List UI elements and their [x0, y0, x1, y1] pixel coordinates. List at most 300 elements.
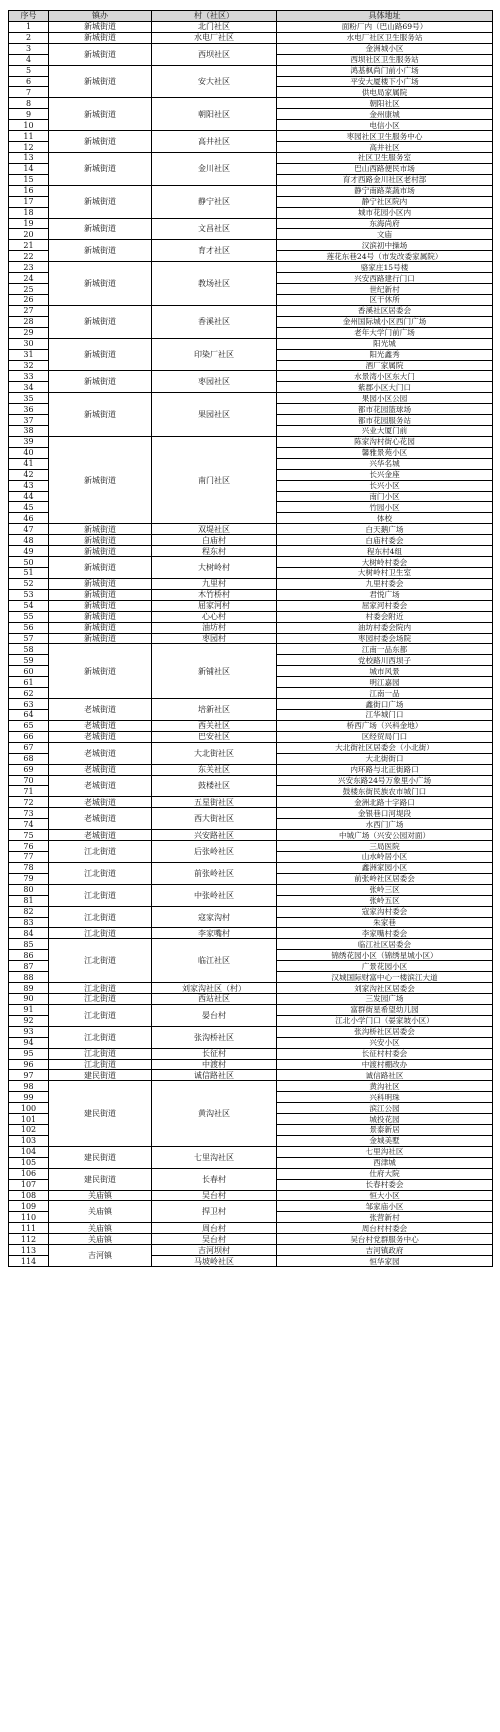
- cell-address: 明江嘉园: [277, 677, 493, 688]
- cell-village: 果园社区: [152, 393, 277, 437]
- cell-serial: 109: [9, 1201, 49, 1212]
- cell-address: 枣园村委会场院: [277, 633, 493, 644]
- table-row: [9, 1201, 493, 1212]
- cell-serial: 34: [9, 382, 49, 393]
- cell-serial: 28: [9, 316, 49, 327]
- cell-address: 南门小区: [277, 491, 493, 502]
- cell-town: 江北街道: [49, 1026, 152, 1048]
- cell-village: 西关社区: [152, 720, 277, 731]
- polling-site-table: [8, 10, 493, 1267]
- cell-address: 城投花园: [277, 1114, 493, 1125]
- cell-address: 江北小学门口（晏家坡小区）: [277, 1015, 493, 1026]
- cell-village: 文昌社区: [152, 218, 277, 240]
- cell-village: 前张岭社区: [152, 862, 277, 884]
- cell-village: 屈家河村: [152, 600, 277, 611]
- cell-serial: 33: [9, 371, 49, 382]
- cell-address: 老年大学门前广场: [277, 327, 493, 338]
- cell-village: 培新社区: [152, 699, 277, 721]
- table-row: [9, 699, 493, 710]
- table-row: [9, 731, 493, 742]
- cell-serial: 48: [9, 535, 49, 546]
- cell-address: 汉滨初中操场: [277, 240, 493, 251]
- cell-village: 晏台村: [152, 1004, 277, 1026]
- cell-serial: 72: [9, 797, 49, 808]
- cell-serial: 53: [9, 589, 49, 600]
- cell-address: 电信小区: [277, 120, 493, 131]
- cell-town: 关庙镇: [49, 1190, 152, 1201]
- cell-address: 大北街街口: [277, 753, 493, 764]
- cell-address: 寇家沟村委会: [277, 906, 493, 917]
- cell-town: 江北街道: [49, 939, 152, 983]
- cell-serial: 30: [9, 338, 49, 349]
- cell-serial: 22: [9, 251, 49, 262]
- cell-serial: 26: [9, 294, 49, 305]
- cell-serial: 61: [9, 677, 49, 688]
- cell-serial: 25: [9, 284, 49, 295]
- cell-serial: 4: [9, 54, 49, 65]
- cell-village: 大树岭村: [152, 557, 277, 579]
- cell-serial: 62: [9, 688, 49, 699]
- cell-town: 新城街道: [49, 524, 152, 535]
- cell-address: 陈家沟村街心花园: [277, 436, 493, 447]
- cell-town: 新城街道: [49, 152, 152, 185]
- cell-village: 西坝社区: [152, 43, 277, 65]
- table-row: [9, 338, 493, 349]
- cell-town: 吉河镇: [49, 1245, 152, 1267]
- table-row: [9, 305, 493, 316]
- cell-serial: 86: [9, 950, 49, 961]
- cell-village: 长春村: [152, 1168, 277, 1190]
- table-row: [9, 240, 493, 251]
- cell-address: 山水岭居小区: [277, 851, 493, 862]
- cell-village: 白庙村: [152, 535, 277, 546]
- cell-serial: 17: [9, 196, 49, 207]
- cell-town: 江北街道: [49, 841, 152, 863]
- cell-address: 平安大厦楼下小广场: [277, 76, 493, 87]
- cell-address: 白天鹅广场: [277, 524, 493, 535]
- cell-town: 新城街道: [49, 185, 152, 218]
- cell-town: 老城街道: [49, 720, 152, 731]
- cell-address: 鼓楼东街民族农市城门口: [277, 786, 493, 797]
- cell-village: 香溪社区: [152, 305, 277, 338]
- cell-address: 前张岭社区居委会: [277, 873, 493, 884]
- cell-address: 广景花园小区: [277, 961, 493, 972]
- cell-village: 朝阳社区: [152, 98, 277, 131]
- cell-village: 吴台村: [152, 1190, 277, 1201]
- cell-serial: 6: [9, 76, 49, 87]
- cell-village: 新铺社区: [152, 644, 277, 699]
- cell-town: 新城街道: [49, 371, 152, 393]
- cell-address: 馨雅景苑小区: [277, 447, 493, 458]
- cell-address: 君悦广场: [277, 589, 493, 600]
- cell-serial: 57: [9, 633, 49, 644]
- cell-address: 程东村4组: [277, 546, 493, 557]
- cell-town: 新城街道: [49, 262, 152, 306]
- cell-address: 金州国际城小区西门广场: [277, 316, 493, 327]
- cell-serial: 73: [9, 808, 49, 819]
- cell-serial: 21: [9, 240, 49, 251]
- cell-serial: 92: [9, 1015, 49, 1026]
- table-row: [9, 1081, 493, 1092]
- cell-address: 世纪新村: [277, 284, 493, 295]
- cell-serial: 68: [9, 753, 49, 764]
- cell-town: 新城街道: [49, 578, 152, 589]
- cell-serial: 51: [9, 568, 49, 579]
- cell-town: 江北街道: [49, 862, 152, 884]
- cell-address: 江南一品: [277, 688, 493, 699]
- cell-village: 七里沟社区: [152, 1146, 277, 1168]
- cell-address: 吉河镇政府: [277, 1245, 493, 1256]
- cell-serial: 16: [9, 185, 49, 196]
- cell-address: 西坝社区卫生服务站: [277, 54, 493, 65]
- cell-serial: 3: [9, 43, 49, 54]
- cell-address: 中城广场（兴安公园对面）: [277, 830, 493, 841]
- cell-town: 新城街道: [49, 557, 152, 579]
- cell-town: 新城街道: [49, 600, 152, 611]
- cell-town: 新城街道: [49, 305, 152, 338]
- cell-address: 大树岭村卫生室: [277, 568, 493, 579]
- cell-town: 老城街道: [49, 775, 152, 797]
- cell-serial: 64: [9, 710, 49, 721]
- cell-address: 社区卫生服务室: [277, 152, 493, 163]
- cell-serial: 112: [9, 1234, 49, 1245]
- cell-address: 高井社区: [277, 142, 493, 153]
- cell-village: 李家嘴村: [152, 928, 277, 939]
- table-row: [9, 1223, 493, 1234]
- cell-town: 新城街道: [49, 436, 152, 523]
- cell-serial: 71: [9, 786, 49, 797]
- cell-village: 吴台村: [152, 1234, 277, 1245]
- cell-address: 长兴小区: [277, 480, 493, 491]
- cell-serial: 74: [9, 819, 49, 830]
- cell-address: 水景湾小区东大门: [277, 371, 493, 382]
- cell-serial: 111: [9, 1223, 49, 1234]
- cell-serial: 15: [9, 174, 49, 185]
- cell-town: 江北街道: [49, 1048, 152, 1059]
- cell-town: 老城街道: [49, 797, 152, 808]
- table-row: [9, 32, 493, 43]
- cell-address: 大树岭村委会: [277, 557, 493, 568]
- cell-address: 长征村村委会: [277, 1048, 493, 1059]
- cell-village: 巴安社区: [152, 731, 277, 742]
- cell-address: 七里沟社区: [277, 1146, 493, 1157]
- cell-serial: 54: [9, 600, 49, 611]
- cell-town: 新城街道: [49, 32, 152, 43]
- cell-serial: 98: [9, 1081, 49, 1092]
- cell-serial: 41: [9, 458, 49, 469]
- cell-town: 新城街道: [49, 611, 152, 622]
- cell-town: 新城街道: [49, 546, 152, 557]
- table-row: [9, 371, 493, 382]
- cell-address: 西津城: [277, 1157, 493, 1168]
- table-row: [9, 1146, 493, 1157]
- cell-address: 鑫洲家园小区: [277, 862, 493, 873]
- cell-serial: 80: [9, 884, 49, 895]
- table-row: [9, 21, 493, 32]
- table-row: [9, 939, 493, 950]
- table-row: [9, 1245, 493, 1256]
- cell-village: 临江社区: [152, 939, 277, 983]
- cell-address: 张营新村: [277, 1212, 493, 1223]
- cell-address: 三局医院: [277, 841, 493, 852]
- cell-address: 鸿基枫尚门前小广场: [277, 65, 493, 76]
- cell-village: 周台村: [152, 1223, 277, 1234]
- cell-serial: 11: [9, 131, 49, 142]
- cell-serial: 94: [9, 1037, 49, 1048]
- table-row: [9, 775, 493, 786]
- cell-address: 区经贸局门口: [277, 731, 493, 742]
- cell-town: 新城街道: [49, 218, 152, 240]
- cell-serial: 83: [9, 917, 49, 928]
- cell-town: 建民街道: [49, 1081, 152, 1147]
- cell-village: 金川社区: [152, 152, 277, 185]
- cell-address: 张岭五区: [277, 895, 493, 906]
- cell-village: 静宁社区: [152, 185, 277, 218]
- cell-village: 木竹桥村: [152, 589, 277, 600]
- cell-address: 屈家河村委会: [277, 600, 493, 611]
- cell-serial: 66: [9, 731, 49, 742]
- cell-village: 九里村: [152, 578, 277, 589]
- cell-serial: 32: [9, 360, 49, 371]
- cell-address: 都市花园篮球场: [277, 404, 493, 415]
- cell-town: 江北街道: [49, 1004, 152, 1026]
- cell-village: 中渡村: [152, 1059, 277, 1070]
- cell-address: 临江社区居委会: [277, 939, 493, 950]
- cell-address: 恒大小区: [277, 1190, 493, 1201]
- cell-serial: 85: [9, 939, 49, 950]
- cell-address: 金州康城: [277, 109, 493, 120]
- cell-serial: 55: [9, 611, 49, 622]
- cell-serial: 87: [9, 961, 49, 972]
- cell-address: 金洲城小区: [277, 43, 493, 54]
- cell-village: 程东村: [152, 546, 277, 557]
- table-row: [9, 1059, 493, 1070]
- cell-serial: 99: [9, 1092, 49, 1103]
- cell-serial: 9: [9, 109, 49, 120]
- cell-address: 静宁社区院内: [277, 196, 493, 207]
- cell-address: 内环路与北正街路口: [277, 764, 493, 775]
- cell-address: 汉城国际财富中心一楼滨江大道: [277, 972, 493, 983]
- cell-serial: 45: [9, 502, 49, 513]
- cell-village: 长征村: [152, 1048, 277, 1059]
- cell-address: 朝阳社区: [277, 98, 493, 109]
- cell-serial: 59: [9, 655, 49, 666]
- cell-village: 育才社区: [152, 240, 277, 262]
- table-row: [9, 633, 493, 644]
- cell-town: 关庙镇: [49, 1223, 152, 1234]
- cell-serial: 69: [9, 764, 49, 775]
- cell-address: 兴安东路24号万象里小广场: [277, 775, 493, 786]
- table-row: [9, 993, 493, 1004]
- cell-town: 新城街道: [49, 131, 152, 153]
- cell-serial: 96: [9, 1059, 49, 1070]
- cell-town: 新城街道: [49, 98, 152, 131]
- cell-town: 老城街道: [49, 764, 152, 775]
- cell-address: 果园小区公园: [277, 393, 493, 404]
- cell-village: 东关社区: [152, 764, 277, 775]
- cell-town: 新城街道: [49, 393, 152, 437]
- cell-serial: 63: [9, 699, 49, 710]
- cell-serial: 58: [9, 644, 49, 655]
- cell-serial: 67: [9, 742, 49, 753]
- table-row: [9, 98, 493, 109]
- cell-address: 张沟桥社区居委会: [277, 1026, 493, 1037]
- cell-serial: 100: [9, 1103, 49, 1114]
- cell-village: 西站社区: [152, 993, 277, 1004]
- cell-address: 恒华家园: [277, 1256, 493, 1267]
- cell-serial: 76: [9, 841, 49, 852]
- cell-address: 兴科明珠: [277, 1092, 493, 1103]
- table-row: [9, 928, 493, 939]
- cell-address: 酒厂家属院: [277, 360, 493, 371]
- cell-address: 江南一品东都: [277, 644, 493, 655]
- cell-address: 金城美墅: [277, 1135, 493, 1146]
- cell-town: 建民街道: [49, 1070, 152, 1081]
- cell-address: 兴安小区: [277, 1037, 493, 1048]
- cell-village: 五星街社区: [152, 797, 277, 808]
- cell-village: 诚信路社区: [152, 1070, 277, 1081]
- cell-village: 双堤社区: [152, 524, 277, 535]
- cell-village: 高井社区: [152, 131, 277, 153]
- cell-town: 老城街道: [49, 731, 152, 742]
- cell-town: 江北街道: [49, 884, 152, 906]
- cell-serial: 1: [9, 21, 49, 32]
- table-row: [9, 218, 493, 229]
- table-body: [9, 21, 493, 1266]
- cell-address: 文庙: [277, 229, 493, 240]
- table-row: [9, 393, 493, 404]
- cell-serial: 46: [9, 513, 49, 524]
- cell-town: 老城街道: [49, 742, 152, 764]
- cell-town: 江北街道: [49, 928, 152, 939]
- cell-serial: 39: [9, 436, 49, 447]
- table-row: [9, 622, 493, 633]
- cell-serial: 60: [9, 666, 49, 677]
- cell-village: 枣园社区: [152, 371, 277, 393]
- cell-serial: 79: [9, 873, 49, 884]
- cell-address: 锦绣花园小区（锦绣星城小区）: [277, 950, 493, 961]
- cell-town: 江北街道: [49, 993, 152, 1004]
- cell-village: 水电厂社区: [152, 32, 277, 43]
- cell-address: 静宁南路菜蔬市场: [277, 185, 493, 196]
- cell-town: 关庙镇: [49, 1234, 152, 1245]
- cell-address: 水电厂社区卫生服务站: [277, 32, 493, 43]
- header-row: [9, 11, 493, 22]
- cell-serial: 12: [9, 142, 49, 153]
- cell-town: 江北街道: [49, 1059, 152, 1070]
- cell-address: 金银巷口河堤段: [277, 808, 493, 819]
- cell-serial: 49: [9, 546, 49, 557]
- cell-address: 仕府大院: [277, 1168, 493, 1179]
- cell-village: 西大街社区: [152, 808, 277, 830]
- cell-address: 三发园广场: [277, 993, 493, 1004]
- cell-serial: 8: [9, 98, 49, 109]
- table-row: [9, 906, 493, 917]
- cell-serial: 14: [9, 163, 49, 174]
- cell-serial: 47: [9, 524, 49, 535]
- table-row: [9, 644, 493, 655]
- cell-address: 区干休所: [277, 294, 493, 305]
- cell-address: 鑫街口广场: [277, 699, 493, 710]
- cell-serial: 101: [9, 1114, 49, 1125]
- cell-serial: 88: [9, 972, 49, 983]
- cell-serial: 5: [9, 65, 49, 76]
- cell-town: 新城街道: [49, 622, 152, 633]
- cell-address: 朱家巷: [277, 917, 493, 928]
- cell-address: 水西门广场: [277, 819, 493, 830]
- table-row: [9, 152, 493, 163]
- cell-serial: 106: [9, 1168, 49, 1179]
- cell-serial: 107: [9, 1179, 49, 1190]
- cell-serial: 35: [9, 393, 49, 404]
- cell-village: 鼓楼社区: [152, 775, 277, 797]
- cell-village: 马坡岭社区: [152, 1256, 277, 1267]
- cell-address: 金洲北路十字路口: [277, 797, 493, 808]
- cell-town: 新城街道: [49, 21, 152, 32]
- cell-village: 寇家沟村: [152, 906, 277, 928]
- cell-address: 体校: [277, 513, 493, 524]
- cell-serial: 31: [9, 349, 49, 360]
- cell-serial: 23: [9, 262, 49, 273]
- cell-serial: 50: [9, 557, 49, 568]
- cell-address: 黄沟社区: [277, 1081, 493, 1092]
- cell-address: 吴台村党群服务中心: [277, 1234, 493, 1245]
- cell-serial: 40: [9, 447, 49, 458]
- table-row: [9, 185, 493, 196]
- table-row: [9, 1234, 493, 1245]
- cell-serial: 7: [9, 87, 49, 98]
- cell-serial: 43: [9, 480, 49, 491]
- table-row: [9, 546, 493, 557]
- cell-address: 东海尚府: [277, 218, 493, 229]
- cell-serial: 110: [9, 1212, 49, 1223]
- cell-serial: 103: [9, 1135, 49, 1146]
- cell-village: 吉河坝村: [152, 1245, 277, 1256]
- header-serial: 序号: [9, 11, 49, 22]
- cell-address: 景泰新居: [277, 1125, 493, 1136]
- cell-address: 紫郡小区大门口: [277, 382, 493, 393]
- cell-address: 周台村村委会: [277, 1223, 493, 1234]
- cell-serial: 10: [9, 120, 49, 131]
- cell-serial: 42: [9, 469, 49, 480]
- cell-village: 张沟桥社区: [152, 1026, 277, 1048]
- cell-town: 新城街道: [49, 240, 152, 262]
- cell-serial: 44: [9, 491, 49, 502]
- header-address: 具体地址: [277, 11, 493, 22]
- cell-address: 长春村委会: [277, 1179, 493, 1190]
- cell-address: 兴华名城: [277, 458, 493, 469]
- cell-serial: 29: [9, 327, 49, 338]
- cell-serial: 19: [9, 218, 49, 229]
- cell-village: 大北街社区: [152, 742, 277, 764]
- cell-town: 新城街道: [49, 633, 152, 644]
- cell-serial: 70: [9, 775, 49, 786]
- cell-address: 供电局家属院: [277, 87, 493, 98]
- cell-village: 南门社区: [152, 436, 277, 523]
- cell-address: 桥西广场（兴科金地）: [277, 720, 493, 731]
- cell-serial: 24: [9, 273, 49, 284]
- cell-town: 新城街道: [49, 644, 152, 699]
- cell-address: 竹园小区: [277, 502, 493, 513]
- cell-address: 兴业大厦门前: [277, 426, 493, 437]
- cell-town: 新城街道: [49, 43, 152, 65]
- cell-serial: 52: [9, 578, 49, 589]
- cell-address: 九里村委会: [277, 578, 493, 589]
- cell-address: 城市花园小区内: [277, 207, 493, 218]
- cell-address: 张岭三区: [277, 884, 493, 895]
- cell-serial: 20: [9, 229, 49, 240]
- table-row: [9, 1168, 493, 1179]
